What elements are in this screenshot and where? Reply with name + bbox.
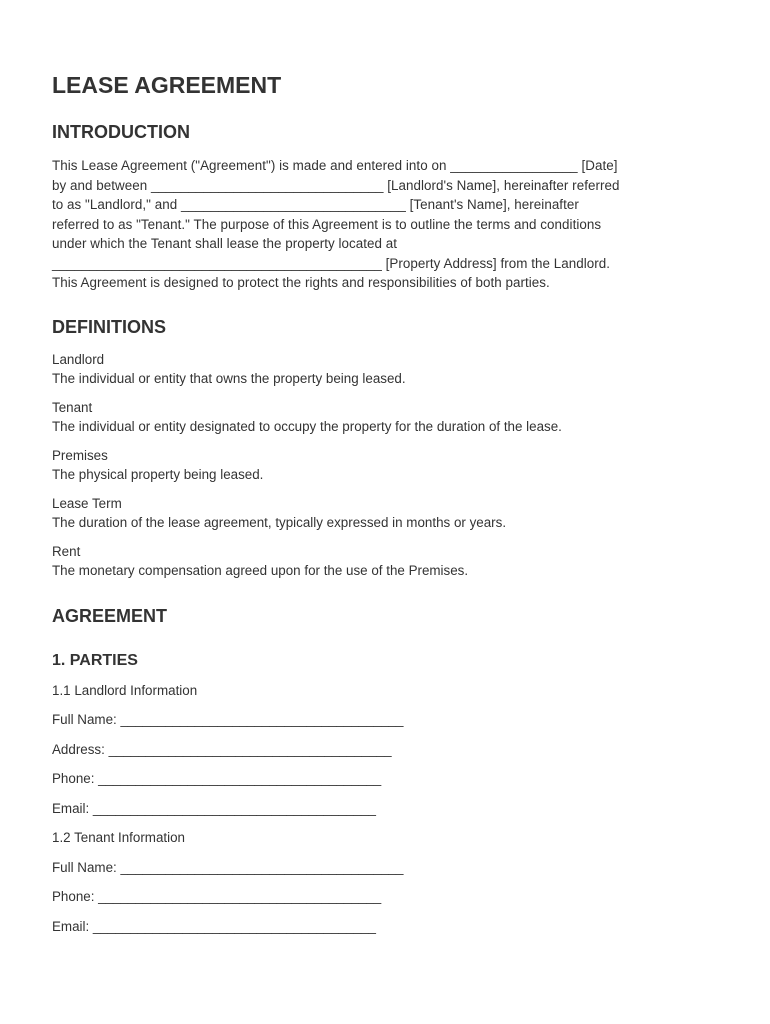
definition-item [52,398,718,437]
introduction-heading: INTRODUCTION [52,122,190,142]
landlord-information-label: 1.1 Landlord Information [52,682,198,698]
definition-item [52,446,718,485]
definition-item [52,542,718,581]
definition-description: The individual or entity that owns the property being leased. [52,371,406,386]
introduction-line: under which the Tenant shall lease the property located at [52,236,398,251]
tenant-email-field[interactable]: Email: ______________________________________ [52,918,376,934]
introduction-paragraph [52,156,718,293]
introduction-line: by and between _______________________________ [Landlord's Name], hereinafter referred [52,177,620,193]
definition-description: The individual or entity designated to occupy the property for the duration of the lease. [52,419,562,434]
definition-description: The duration of the lease agreement, typically expressed in months or years. [52,515,507,530]
landlord-address-field[interactable]: Address: ______________________________________ [52,741,392,757]
introduction-line: ____________________________________________ [Property Address] from the Landlord. [52,255,611,271]
definition-term: Rent [52,543,81,559]
definition-term: Tenant [52,399,93,415]
definition-description: The physical property being leased. [52,467,264,482]
introduction-line: to as "Landlord," and ______________________________ [Tenant's Name], hereinafter [52,197,579,212]
introduction-line: referred to as "Tenant." The purpose of this Agreement is to outline the terms and conditions [52,216,602,232]
definition-item [52,494,718,533]
agreement-heading: AGREEMENT [52,605,168,626]
definitions-list [52,350,718,581]
introduction-line: This Agreement is designed to protect the rights and responsibilities of both parties. [52,275,550,290]
landlord-full-name-field[interactable]: Full Name: ______________________________________ [52,712,404,727]
definition-term: Premises [52,447,108,463]
tenant-full-name-field[interactable]: Full Name: ______________________________________ [52,859,404,875]
tenant-information-label: 1.2 Tenant Information [52,830,186,845]
landlord-phone-field[interactable]: Phone: ______________________________________ [52,771,382,786]
parties-heading: 1. PARTIES [52,651,138,669]
definition-item [52,350,718,389]
definition-term: Landlord [52,351,105,367]
document-title: LEASE AGREEMENT [52,72,282,98]
introduction-line: This Lease Agreement ("Agreement") is made and entered into on _________________ [Date] [52,158,618,173]
definitions-heading: DEFINITIONS [52,316,167,337]
tenant-phone-field[interactable]: Phone: ______________________________________ [52,889,382,904]
definition-term: Lease Term [52,495,122,511]
definition-description: The monetary compensation agreed upon for the use of the Premises. [52,563,469,578]
landlord-email-field[interactable]: Email: ______________________________________ [52,800,376,816]
